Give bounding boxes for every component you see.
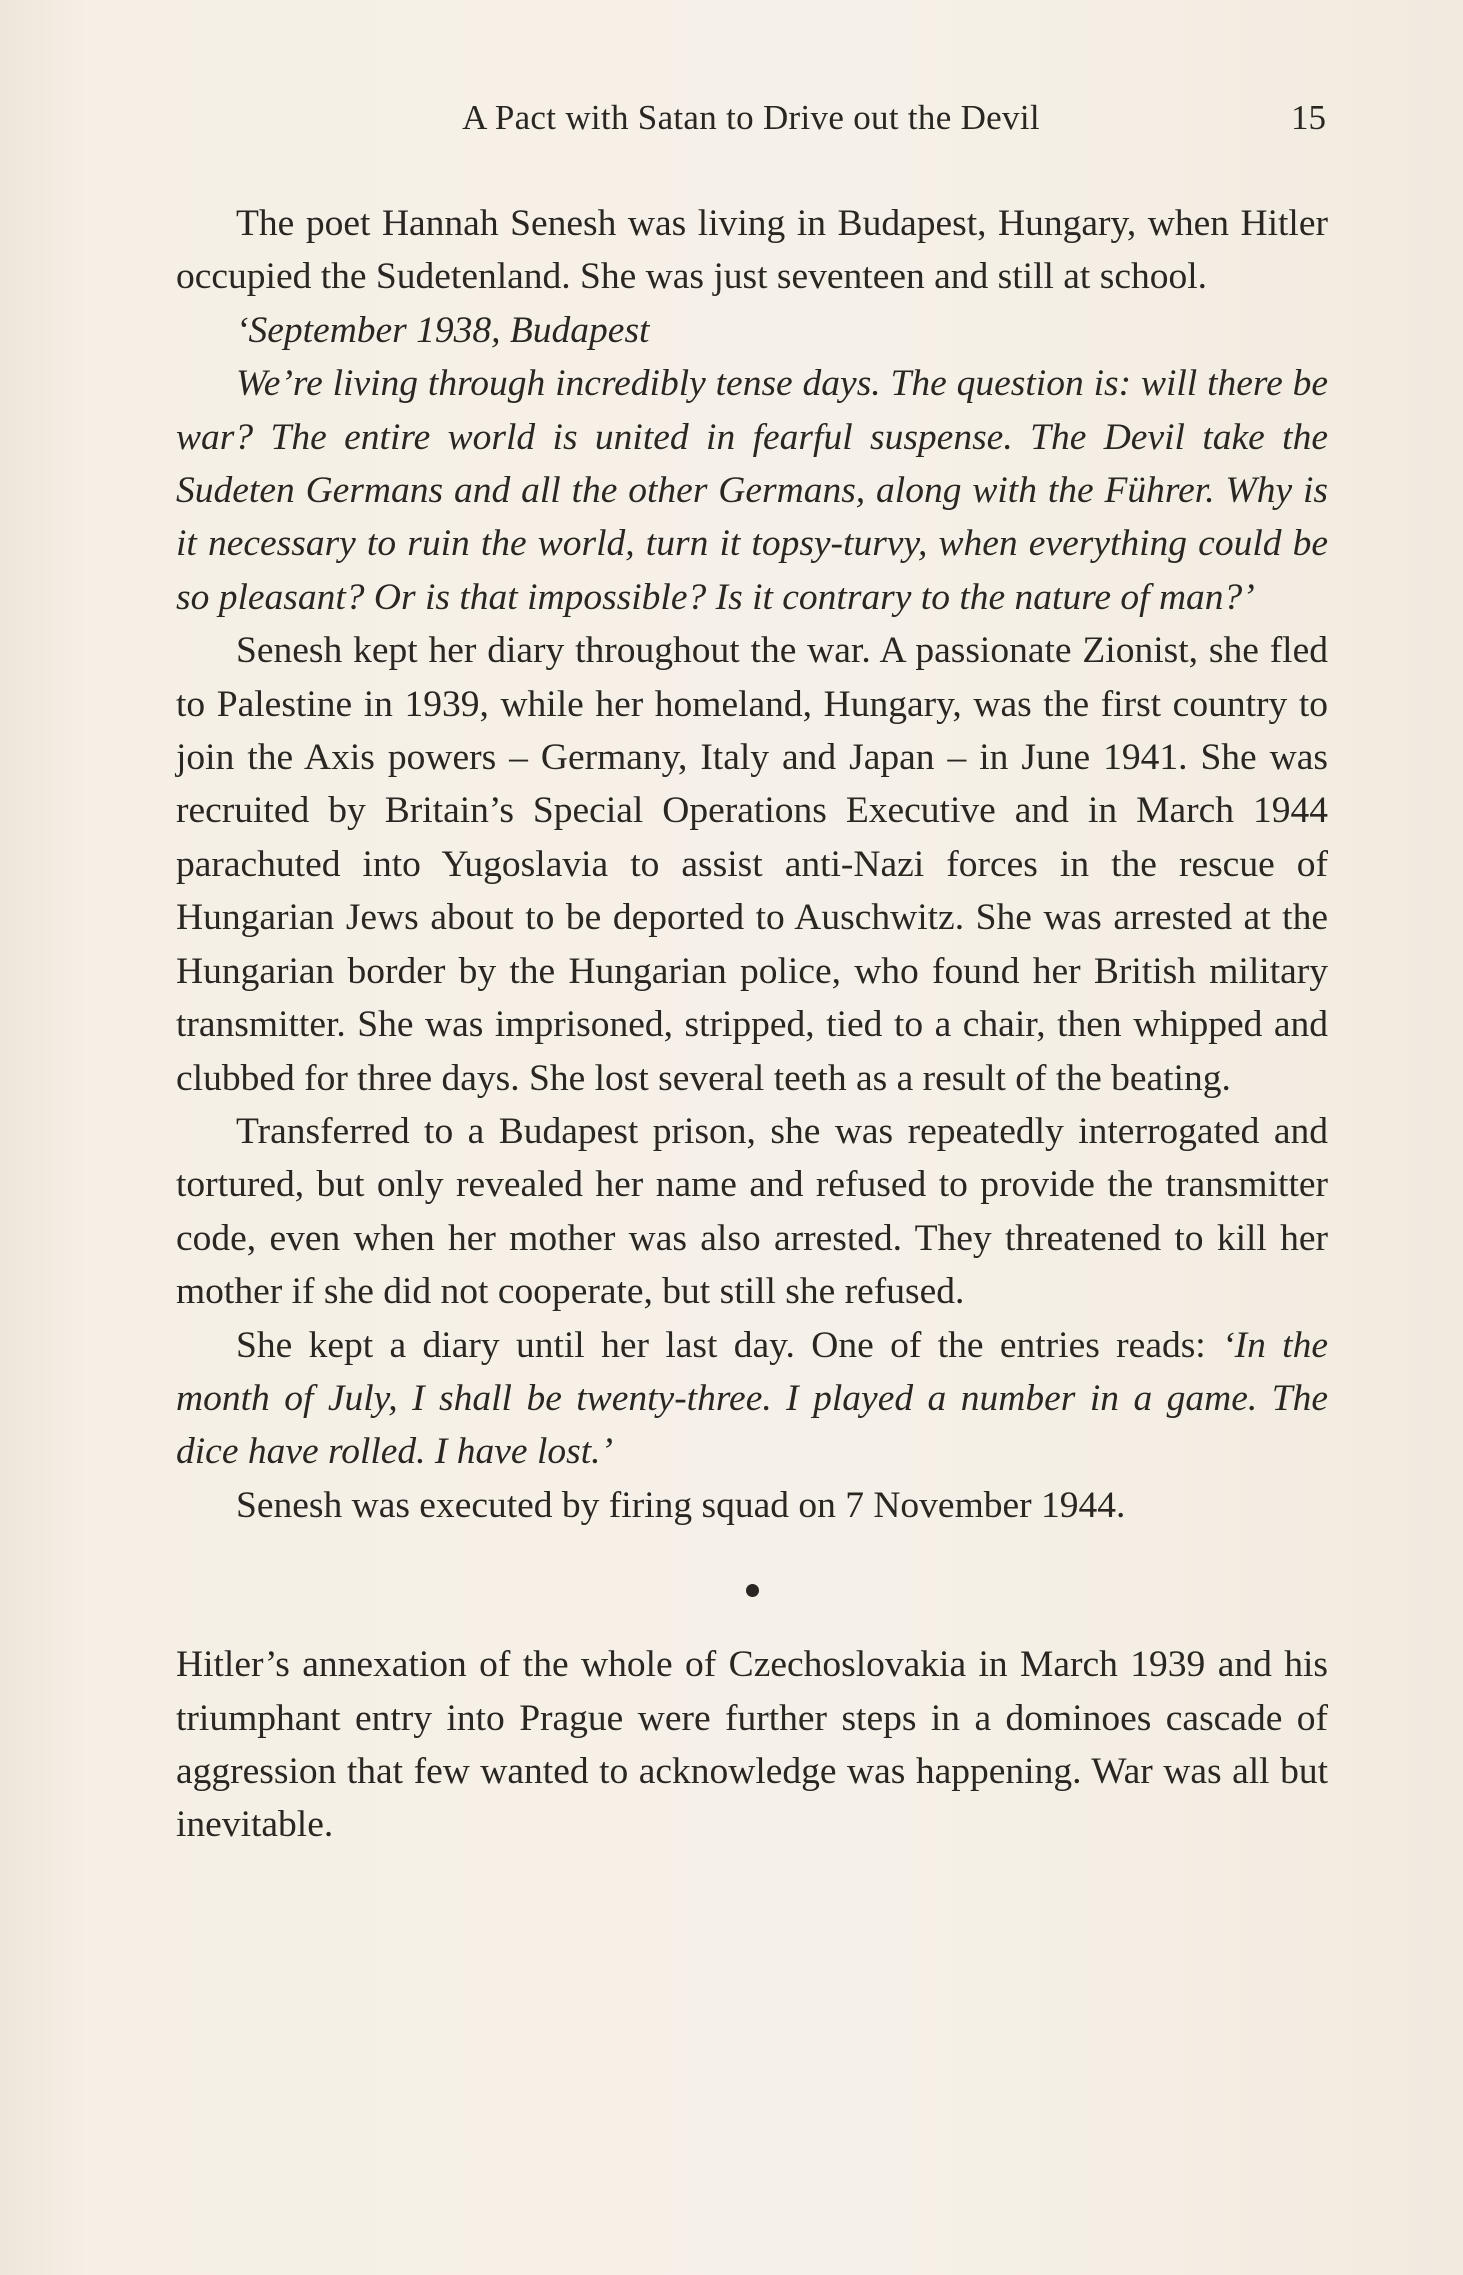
running-head — [176, 98, 1326, 144]
section-separator — [176, 1532, 1328, 1638]
paragraph-prison: Transferred to a Budapest prison, she was repeatedly interrogated and tortured, but only revealed her name and refused to provide the transmitter code, even when her mother was also arrested. They threatened to kill her mother if she did not cooperate, but still she refused. — [176, 1110, 1328, 1313]
diary-quote: We’re living through incredibly tense days. The question is: will there be war? The entire world is united in fearful suspense. The Devil take the Sudeten Germans and all the other Germans, along with the Führer. Why is it necessary to ruin the world, turn it topsy-turvy, when everything could be so pleasant? Or is that impossible? Is it contrary to the nature of man?’ — [176, 363, 1328, 618]
chapter-title: A Pact with Satan to Drive out the Devil — [462, 98, 1040, 137]
paragraph-last-diary — [176, 1319, 1328, 1479]
separator-dot — [746, 1584, 759, 1597]
paragraph-execution: Senesh was executed by firing squad on 7 November 1944. — [236, 1484, 1126, 1526]
paragraph-intro: The poet Hannah Senesh was living in Budapest, Hungary, when Hitler occupied the Sudetenland. She was just seventeen and still at school. — [176, 203, 1328, 298]
last-diary-quote: ‘In the month of July, I shall be twenty-three. I played a number in a game. The dice have rolled. I have lost.’ — [176, 1324, 1328, 1473]
last-diary-lead: She kept a diary until her last day. One of the entries reads: — [236, 1324, 1223, 1366]
page-number: 15 — [1291, 98, 1326, 137]
paragraph-biography: Senesh kept her diary throughout the war. A passionate Zionist, she fled to Palestine in 1939, while her homeland, Hungary, was the first country to join the Axis powers – Germany, Italy and Japan – in June 1941. She was recruited by Britain’s Special Operations Executive and in March 1944 parachuted into Yugoslavia to assist anti-Nazi forces in the rescue of Hungarian Jews about to be deported to Auschwitz. She was arrested at the Hungarian border by the Hungarian police, who found her British military transmitter. She was imprisoned, stripped, tied to a chair, then whipped and clubbed for three days. She lost several teeth as a result of the beating. — [176, 630, 1328, 1099]
paragraph-annexation: Hitler’s annexation of the whole of Czechoslovakia in March 1939 and his triumphant entry into Prague were further steps in a dominoes cascade of aggression that few wanted to acknowledge was happening. War was all but inevitable. — [176, 1644, 1328, 1846]
body-text — [176, 197, 1328, 1852]
diary-date: ‘September 1938, Budapest — [236, 309, 650, 351]
